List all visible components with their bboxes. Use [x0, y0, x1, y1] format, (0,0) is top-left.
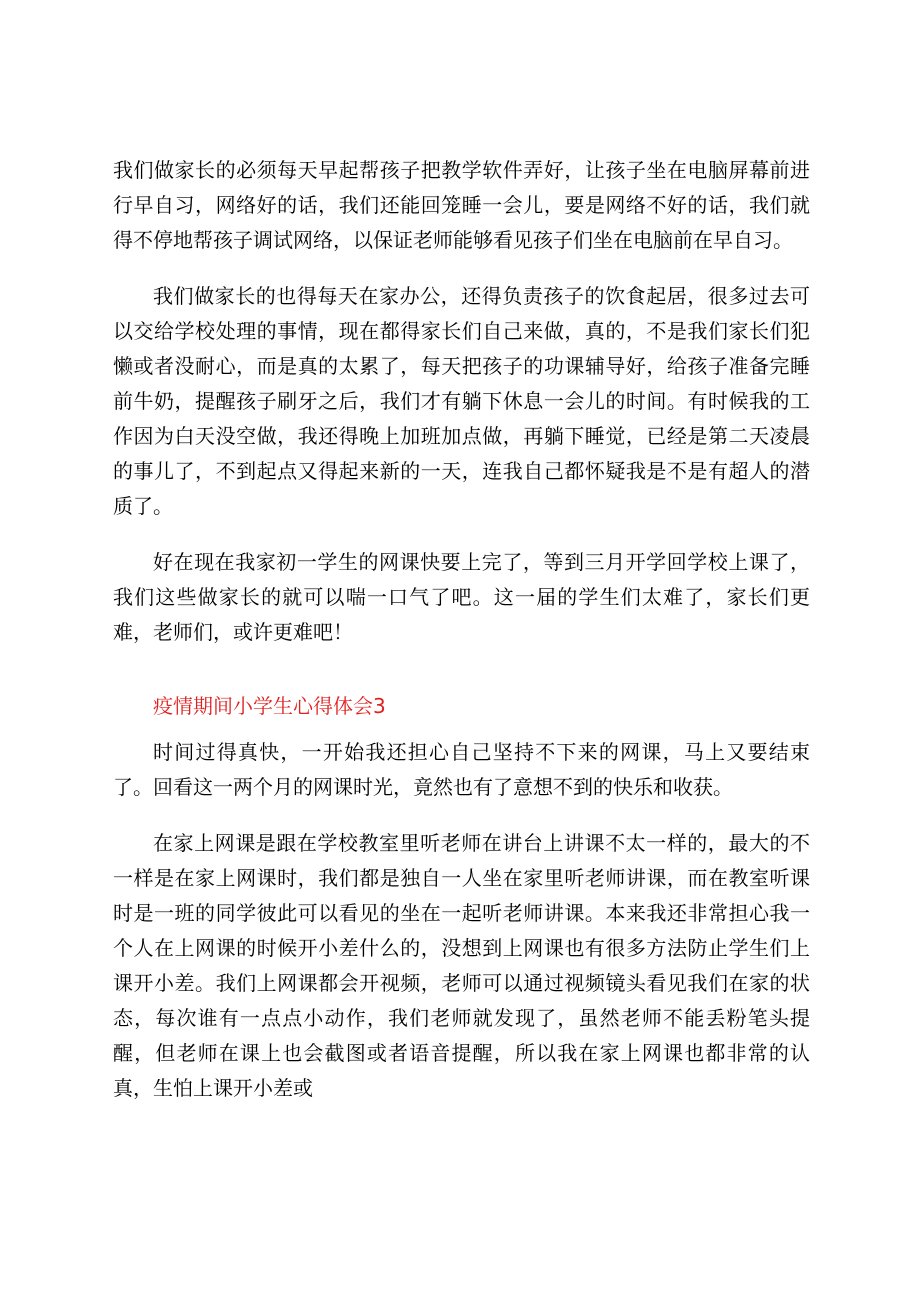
paragraph-1: 我们做家长的必须每天早起帮孩子把教学软件弄好，让孩子坐在电脑屏幕前进行早自习，网络好的话，我们还能回笼睡一会儿，要是网络不好的话，我们就得不停地帮孩子调试网络，以保证老师能够看见孩子们坐在电脑前在早自习。	[113, 158, 810, 252]
document-body	[113, 153, 810, 1127]
paragraph-4: 时间过得真快，一开始我还担心自己坚持不下来的网课，马上又要结束了。回看这一两个月的网课时光，竟然也有了意想不到的快乐和收获。	[113, 740, 810, 799]
section-heading: 疫情期间小学生心得体会3	[153, 694, 386, 718]
paragraph-3: 好在现在我家初一学生的网课快要上完了，等到三月开学回学校上课了，我们这些做家长的就可以喘一口气了吧。这一届的学生们太难了，家长们更难，老师们，或许更难吧！	[113, 550, 810, 644]
paragraph-2: 我们做家长的也得每天在家办公，还得负责孩子的饮食起居，很多过去可以交给学校处理的事情，现在都得家长们自己来做，真的，不是我们家长们犯懒或者没耐心，而是真的太累了，每天把孩子的功课辅导好，给孩子准备完睡前牛奶，提醒孩子刷牙之后，我们才有躺下休息一会儿的时间。有时候我的工作因为白天没空做，我还得晚上加班加点做，再躺下睡觉，已经是第二天凌晨的事儿了，不到起点又得起来新的一天，连我自己都怀疑我是不是有超人的潜质了。	[113, 284, 810, 518]
paragraph-5: 在家上网课是跟在学校教室里听老师在讲台上讲课不太一样的，最大的不一样是在家上网课时，我们都是独自一人坐在家里听老师讲课，而在教室听课时是一班的同学彼此可以看见的坐在一起听老师讲课。本来我还非常担心我一个人在上网课的时候开小差什么的，没想到上网课也有很多方法防止学生们上课开小差。我们上网课都会开视频，老师可以通过视频镜头看见我们在家的状态，每次谁有一点点小动作，我们老师就发现了，虽然老师不能丢粉笔头提醒，但老师在课上也会截图或者语音提醒，所以我在家上网课也都非常的认真，生怕上课开小差或	[113, 831, 810, 1100]
